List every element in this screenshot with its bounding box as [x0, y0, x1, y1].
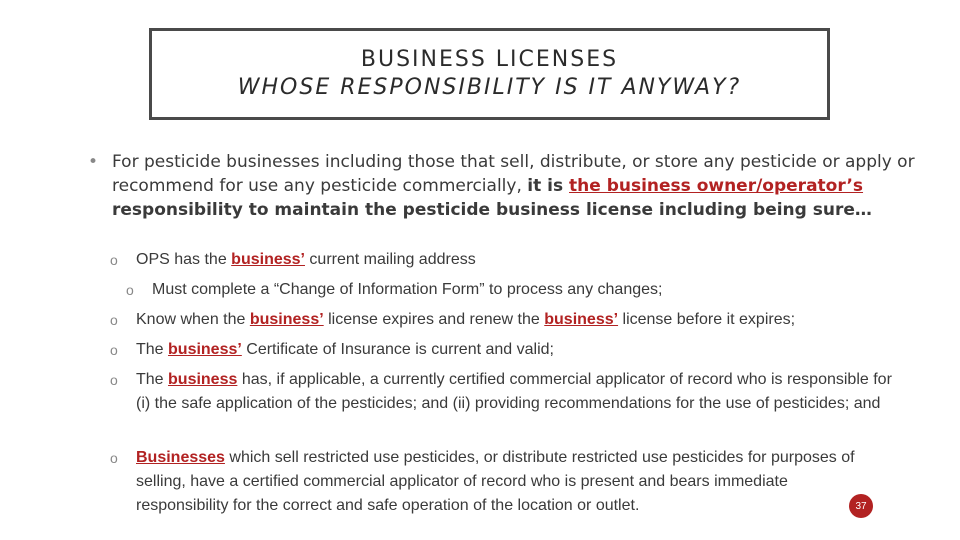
circle-bullet-icon: o [110, 312, 118, 328]
bold-text-a: it is [527, 176, 570, 196]
slide-title-box [149, 28, 830, 120]
item-text: OPS has the [136, 251, 232, 268]
item-text: The [136, 341, 169, 358]
highlight-business: business’ [544, 311, 619, 328]
highlight-business: Businesses [136, 449, 225, 466]
circle-bullet-icon: o [110, 342, 118, 358]
item-text: The [136, 371, 169, 388]
bold-text-b: responsibility to maintain the pesticide business license including being sure… [112, 200, 872, 220]
item-text: license expires and renew the [323, 311, 545, 328]
list-subitem [124, 278, 904, 302]
highlight-business: business’ [231, 251, 305, 268]
bullet-dot-icon: • [88, 152, 99, 172]
circle-bullet-icon: o [110, 252, 118, 268]
list-item [108, 308, 908, 332]
item-text: Know when the [136, 311, 250, 328]
circle-bullet-icon: o [110, 372, 118, 388]
item-text: has, if applicable, a currently certified commercial applicator of record who is responsible for (i) the safe application of the pesticides; and (ii) providing recommendations for the use of pesticides; and [136, 371, 892, 412]
item-text: license before it expires; [618, 311, 796, 328]
item-text: Must complete a “Change of Information Form” to process any changes; [152, 281, 663, 298]
list-item [108, 338, 908, 362]
page-number-badge: 37 [849, 494, 873, 518]
circle-bullet-icon: o [126, 282, 134, 298]
slide-title: BUSINESS LICENSES [360, 47, 619, 72]
highlight-owner: the business owner/operator’s [569, 176, 864, 196]
highlight-business: business [168, 371, 238, 388]
list-item [108, 446, 878, 518]
item-text: current mailing address [304, 251, 476, 268]
item-text: Certificate of Insurance is current and valid; [241, 341, 554, 358]
list-item [108, 248, 908, 272]
highlight-business: business’ [168, 341, 242, 358]
item-text: which sell restricted use pesticides, or distribute restricted use pesticides for purposes of selling, have a certified commercial applicator of record who is present and bears immediate responsibility for the correct and safe operation of the location or outlet. [136, 449, 855, 514]
circle-bullet-icon: o [110, 450, 118, 466]
slide-subtitle: WHOSE RESPONSIBILITY IS IT ANYWAY? [237, 75, 742, 100]
intro-text: For pesticide businesses including those that sell, distribute, or store any pesticide or apply or recommend for use any pesticide commercially, [112, 152, 915, 196]
list-item [108, 368, 908, 416]
main-bullet [88, 150, 918, 222]
highlight-business: business’ [249, 311, 324, 328]
